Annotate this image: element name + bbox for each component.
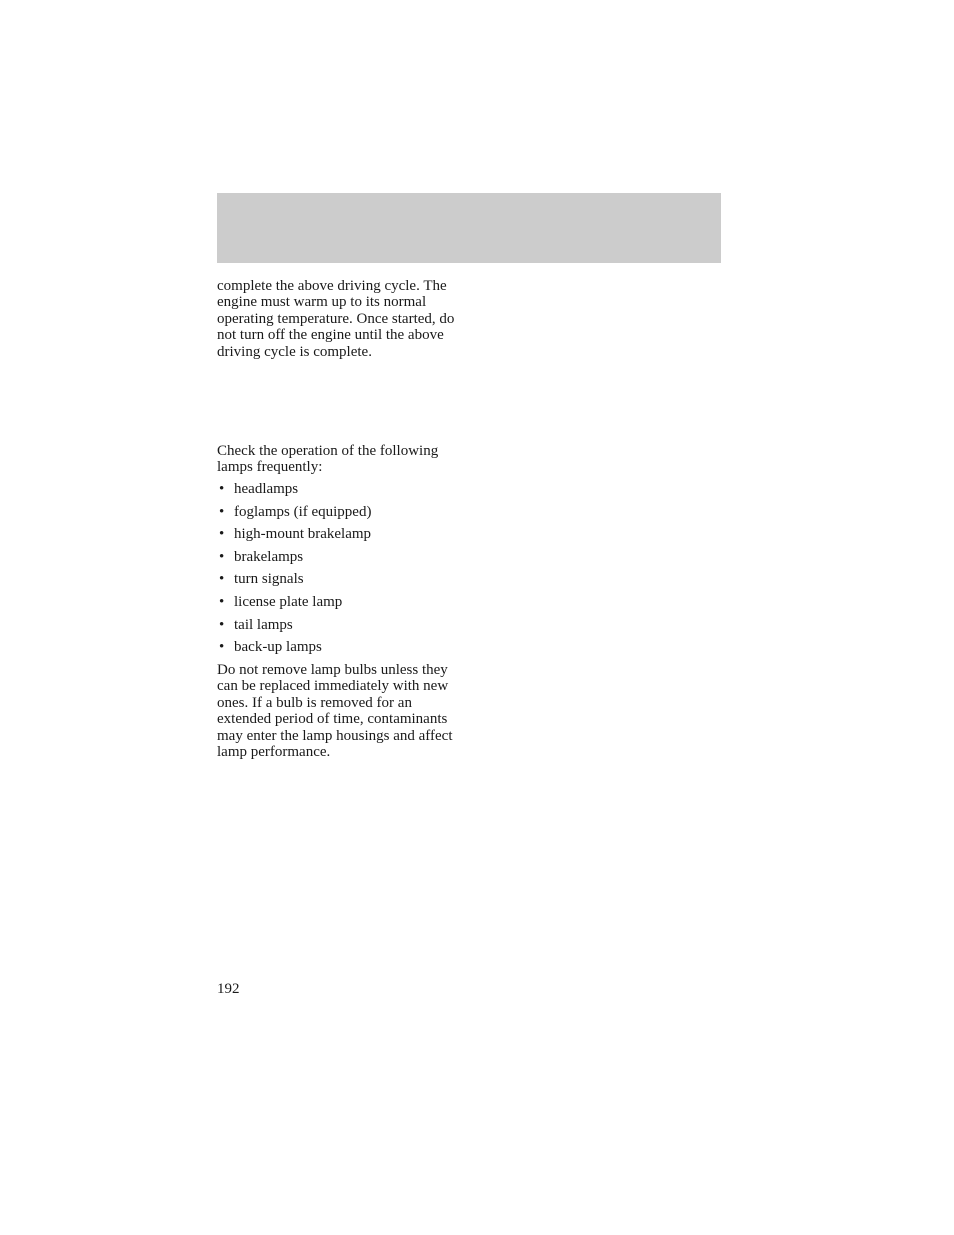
bullet-icon: •: [219, 481, 225, 497]
list-item: [217, 571, 371, 594]
lamp-list: [217, 481, 371, 662]
list-item: [217, 617, 371, 640]
list-item-label: tail lamps: [234, 616, 293, 633]
list-item: [217, 526, 371, 549]
driving-cycle-paragraph: complete the above driving cycle. The engine must warm up to its normal operating temperature. Once started, do not turn off the engine until the above driving cycle is complete.: [217, 278, 455, 360]
bullet-icon: •: [219, 593, 225, 610]
bullet-icon: •: [219, 571, 225, 588]
bullet-icon: •: [219, 639, 225, 656]
list-item-label: turn signals: [234, 571, 304, 588]
bullet-icon: •: [219, 616, 225, 633]
bullet-icon: •: [219, 503, 225, 520]
list-item: [217, 481, 371, 504]
list-item-label: brakelamps: [234, 548, 304, 565]
list-item: [217, 594, 371, 617]
list-item: [217, 504, 371, 527]
list-item-label: foglamps (if equipped): [234, 503, 372, 520]
section-header-band: [217, 193, 721, 263]
list-item-label: back-up lamps: [234, 639, 322, 656]
lamps-intro-paragraph: Check the operation of the following lamps frequently:: [217, 443, 439, 476]
bulb-warning-paragraph: Do not remove lamp bulbs unless they can be replaced immediately with new ones. If a bulb is removed for an extended period of time, contaminants may enter the lamp housings and affect lamp performance.: [217, 662, 453, 761]
list-item: [217, 549, 371, 572]
list-item-label: headlamps: [234, 481, 299, 497]
list-item-label: license plate lamp: [234, 593, 343, 610]
list-item-label: high-mount brakelamp: [234, 526, 372, 543]
list-item: [217, 639, 371, 662]
page-number: 192: [217, 981, 240, 997]
bullet-icon: •: [219, 526, 225, 543]
bullet-icon: •: [219, 548, 225, 565]
